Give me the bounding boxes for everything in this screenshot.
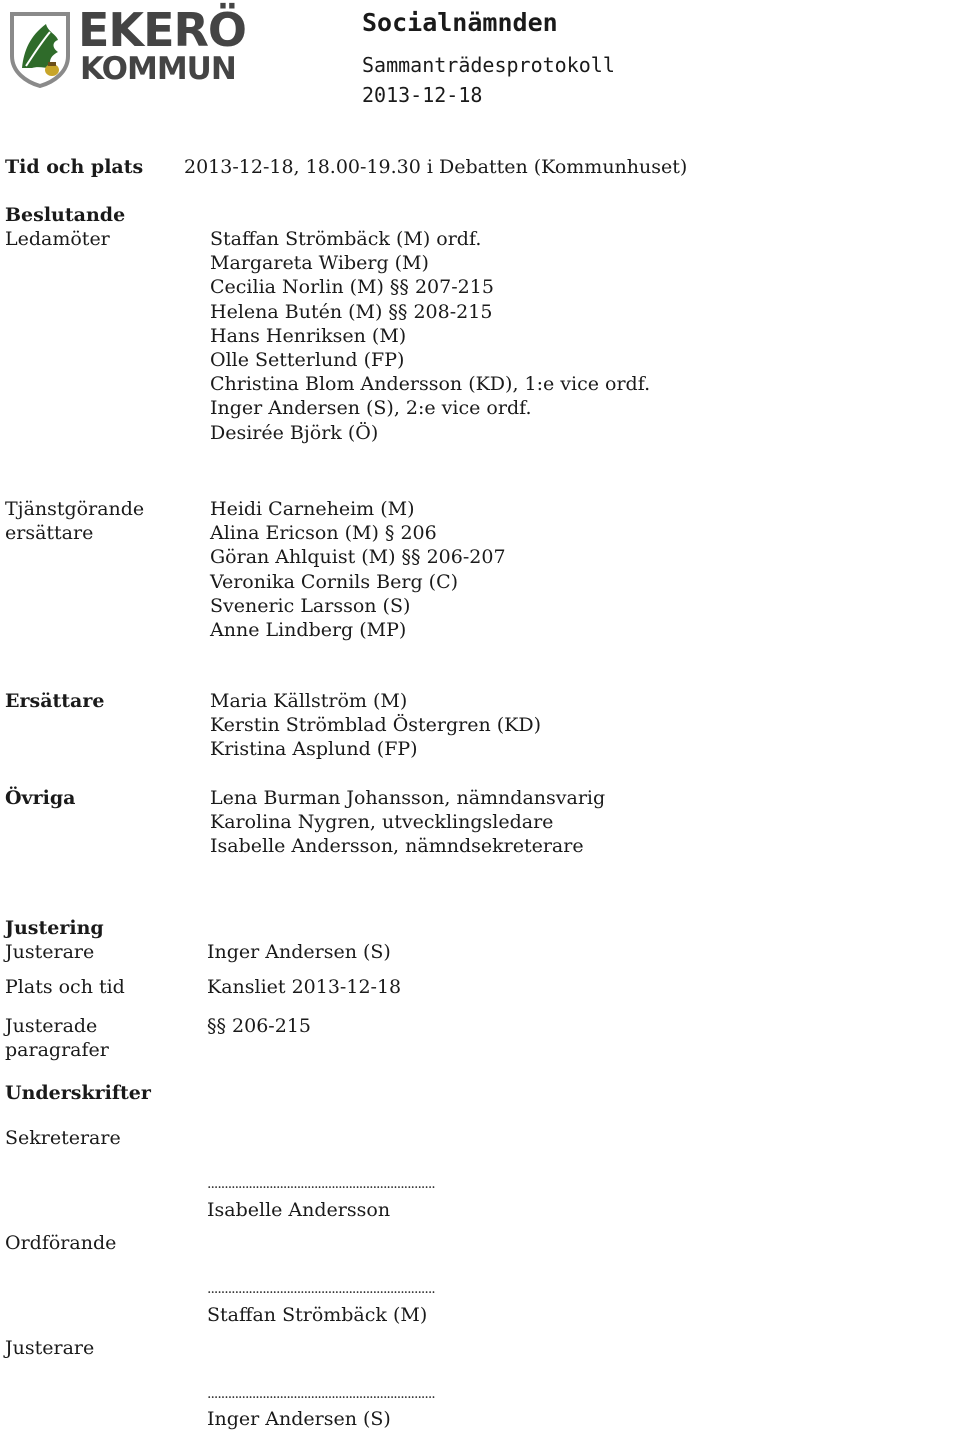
- justerade-paragrafer-label-line1: Justerade: [5, 1015, 98, 1037]
- justerare-label: Justerare: [5, 941, 95, 963]
- tjanstgorande-label: [5, 497, 144, 545]
- ersattare-list: [210, 689, 541, 762]
- list-item: Olle Setterlund (FP): [210, 349, 405, 372]
- list-item: Inger Andersen (S), 2:e vice ordf.: [210, 397, 532, 420]
- ledamoter-list: [210, 227, 650, 445]
- list-item: Kerstin Strömblad Östergren (KD): [210, 714, 542, 737]
- oak-leaf-shield-icon: [8, 10, 72, 88]
- list-item: Veronika Cornils Berg (C): [210, 570, 459, 593]
- page-title: Socialnämnden: [362, 8, 558, 37]
- justerade-paragrafer-label-line2: paragrafer: [5, 1039, 109, 1062]
- list-item: Hans Henriksen (M): [210, 324, 407, 347]
- tid-och-plats-value: 2013-12-18, 18.00-19.30 i Debatten (Kommunhuset): [184, 156, 688, 178]
- ordforande-label: Ordförande: [5, 1232, 117, 1254]
- protocol-type: Sammanträdesprotokoll: [362, 53, 615, 77]
- list-item: Anne Lindberg (MP): [210, 619, 407, 642]
- list-item: Isabelle Andersson, nämndsekreterare: [210, 835, 584, 858]
- ersattare-label: Ersättare: [5, 690, 105, 712]
- list-item: Desirée Björk (Ö): [210, 421, 379, 444]
- tjanstgorande-list: [210, 497, 506, 642]
- signature-line-justerare: ..................................................................: [207, 1386, 435, 1402]
- tjanstgorande-label-line2: ersättare: [5, 522, 94, 545]
- list-item: Helena Butén (M) §§ 208-215: [210, 300, 493, 323]
- list-item: Margareta Wiberg (M): [210, 252, 429, 275]
- list-item: Göran Ahlquist (M) §§ 206-207: [210, 546, 506, 569]
- justering-heading: Justering: [5, 917, 104, 939]
- plats-och-tid-label: Plats och tid: [5, 976, 125, 998]
- list-item: Kristina Asplund (FP): [210, 738, 418, 761]
- list-item: Cecilia Norlin (M) §§ 207-215: [210, 276, 494, 299]
- sekreterare-name: Isabelle Andersson: [207, 1199, 391, 1221]
- list-item: Sveneric Larsson (S): [210, 594, 411, 617]
- beslutande-heading: Beslutande: [5, 204, 126, 226]
- plats-och-tid-value: Kansliet 2013-12-18: [207, 976, 402, 998]
- tjanstgorande-label-line1: Tjänstgörande: [5, 498, 145, 520]
- list-item: Heidi Carneheim (M): [210, 498, 415, 520]
- list-item: Christina Blom Andersson (KD), 1:e vice ordf.: [210, 373, 651, 396]
- ledamoter-label: Ledamöter: [5, 228, 110, 250]
- signature-line-ordforande: ..................................................................: [207, 1281, 435, 1297]
- justerade-paragrafer-value: §§ 206-215: [207, 1015, 311, 1037]
- underskrifter-heading: Underskrifter: [5, 1082, 151, 1104]
- list-item: Staffan Strömbäck (M) ordf.: [210, 228, 482, 250]
- list-item: Maria Källström (M): [210, 690, 408, 712]
- ordforande-name: Staffan Strömbäck (M): [207, 1304, 428, 1326]
- protocol-date: 2013-12-18: [362, 83, 483, 107]
- justerare-signature-name: Inger Andersen (S): [207, 1408, 391, 1430]
- justerare-signature-label: Justerare: [5, 1337, 95, 1359]
- ovriga-label: Övriga: [5, 787, 76, 809]
- signature-line-sekreterare: ..................................................................: [207, 1176, 435, 1192]
- list-item: Lena Burman Johansson, nämndansvarig: [210, 787, 606, 809]
- list-item: Karolina Nygren, utvecklingsledare: [210, 811, 554, 834]
- sekreterare-label: Sekreterare: [5, 1127, 121, 1149]
- logo-text-ekero: EKERÖ: [78, 3, 247, 57]
- list-item: Alina Ericson (M) § 206: [210, 522, 437, 545]
- justerade-paragrafer-label: [5, 1014, 109, 1062]
- ovriga-list: [210, 786, 605, 859]
- justerare-value: Inger Andersen (S): [207, 941, 391, 963]
- logo-text-kommun: KOMMUN: [80, 51, 236, 87]
- tid-och-plats-label: Tid och plats: [5, 156, 144, 178]
- municipality-logo: [8, 3, 247, 90]
